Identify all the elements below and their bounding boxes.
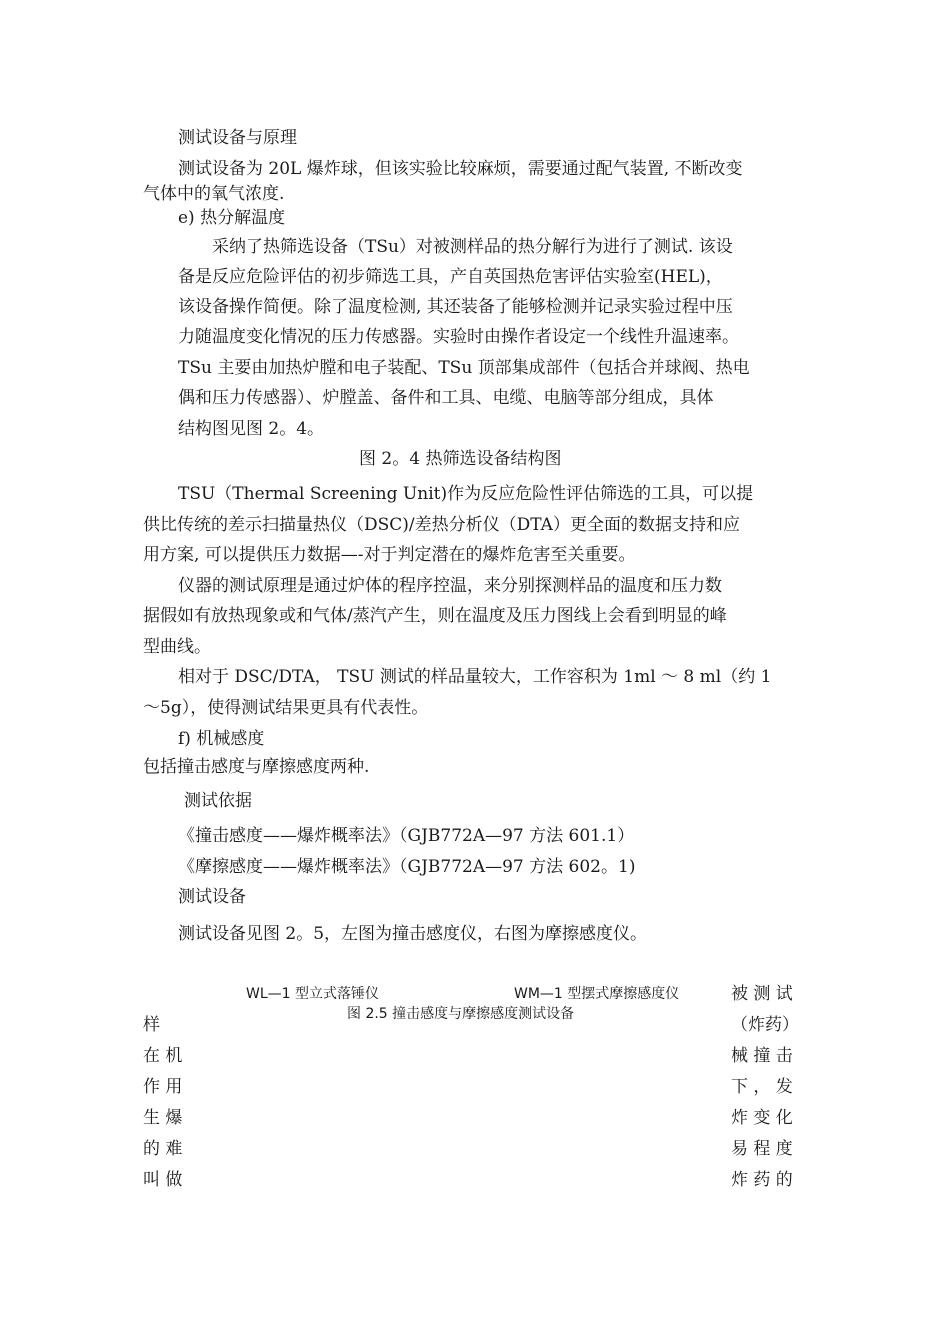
body-line: 用方案, 可以提供压力数据—-对于判定潜在的爆炸危害至关重要。	[143, 545, 636, 565]
body-line: 供比传统的差示扫描量热仪（DSC)/差热分析仪（DTA）更全面的数据支持和应	[143, 515, 740, 535]
right-fragment-column	[731, 0, 821, 1344]
body-line: 测试设备见图 2。5，左图为撞击感度仪，右图为摩擦感度仪。	[178, 924, 648, 944]
body-line: 该设备操作简便。除了温度检测, 其还装备了能够检测并记录实验过程中压	[178, 297, 733, 317]
body-line: 仪器的测试原理是通过炉体的程序控温，来分别探测样品的温度和压力数	[178, 576, 722, 596]
body-line: 据假如有放热现象或和气体/蒸汽产生，则在温度及压力图线上会看到明显的峰	[143, 606, 727, 626]
fragment-text: 样	[143, 1015, 160, 1035]
fragment-text: 生 爆	[143, 1108, 183, 1128]
subsection-heading: e) 热分解温度	[178, 208, 286, 228]
fragment-text: 械 撞 击	[731, 1046, 793, 1066]
subsection-heading: f) 机械感度	[178, 729, 265, 749]
fragment-text: 易 程 度	[731, 1139, 793, 1159]
fragment-text: 的 难	[143, 1139, 183, 1159]
section-heading: 测试依据	[184, 791, 252, 811]
body-line: 相对于 DSC/DTA， TSU 测试的样品量较大，工作容积为 1ml ～ 8 ml（约 1	[178, 667, 772, 687]
fragment-text: （炸药）	[731, 1015, 799, 1035]
body-line: 采纳了热筛选设备（TSu）对被测样品的热分解行为进行了测试. 该设	[212, 237, 733, 257]
body-line: 备是反应危险评估的初步筛选工具，产自英国热危害评估实验室(HEL)，	[178, 267, 723, 287]
body-line: TSu 主要由加热炉膛和电子装配、TSu 顶部集成部件（包括合并球阀、热电	[178, 358, 750, 378]
left-fragment-column	[143, 0, 203, 1344]
fragment-text: 在 机	[143, 1046, 183, 1066]
body-line: 结构图见图 2。4。	[178, 419, 325, 439]
body-line: ～5g），使得测试结果更具有代表性。	[143, 698, 429, 718]
body-line: TSU（Thermal Screening Unit)作为反应危险性评估筛选的工具，可以提	[178, 484, 754, 504]
body-line: 偶和压力传感器）、炉膛盖、备件和工具、电缆、电脑等部分组成，具体	[178, 388, 714, 408]
body-line: 力随温度变化情况的压力传感器。实验时由操作者设定一个线性升温速率。	[178, 327, 739, 347]
figure-caption: 图 2。4 热筛选设备结构图	[359, 449, 562, 469]
section-heading: 测试设备	[178, 887, 246, 907]
reference-line: 《摩擦感度——爆炸概率法》（GJB772A—97 方法 602。1)	[178, 857, 636, 877]
body-line: 气体中的氧气浓度.	[143, 184, 285, 204]
reference-line: 《撞击感度——爆炸概率法》（GJB772A—97 方法 601.1）	[178, 826, 635, 846]
figure-label-left: WL—1 型立式落锤仪	[246, 986, 379, 1002]
body-line: 包括撞击感度与摩擦感度两种.	[143, 757, 370, 777]
body-line: 型曲线。	[143, 637, 211, 657]
fragment-text: 作 用	[143, 1077, 183, 1097]
fragment-text: 炸 变 化	[731, 1108, 793, 1128]
fragment-text: 下 ， 发	[731, 1077, 793, 1097]
body-line: 测试设备为 20L 爆炸球，但该实验比较麻烦，需要通过配气装置, 不断改变	[178, 159, 743, 179]
section-heading: 测试设备与原理	[178, 128, 297, 148]
fragment-text: 炸 药 的	[731, 1170, 793, 1190]
figure-caption: 图 2.5 撞击感度与摩擦感度测试设备	[347, 1006, 575, 1022]
fragment-text: 叫 做	[143, 1170, 183, 1190]
figure-label-right: WM—1 型摆式摩擦感度仪	[514, 986, 680, 1002]
fragment-text: 被 测 试	[731, 984, 793, 1004]
